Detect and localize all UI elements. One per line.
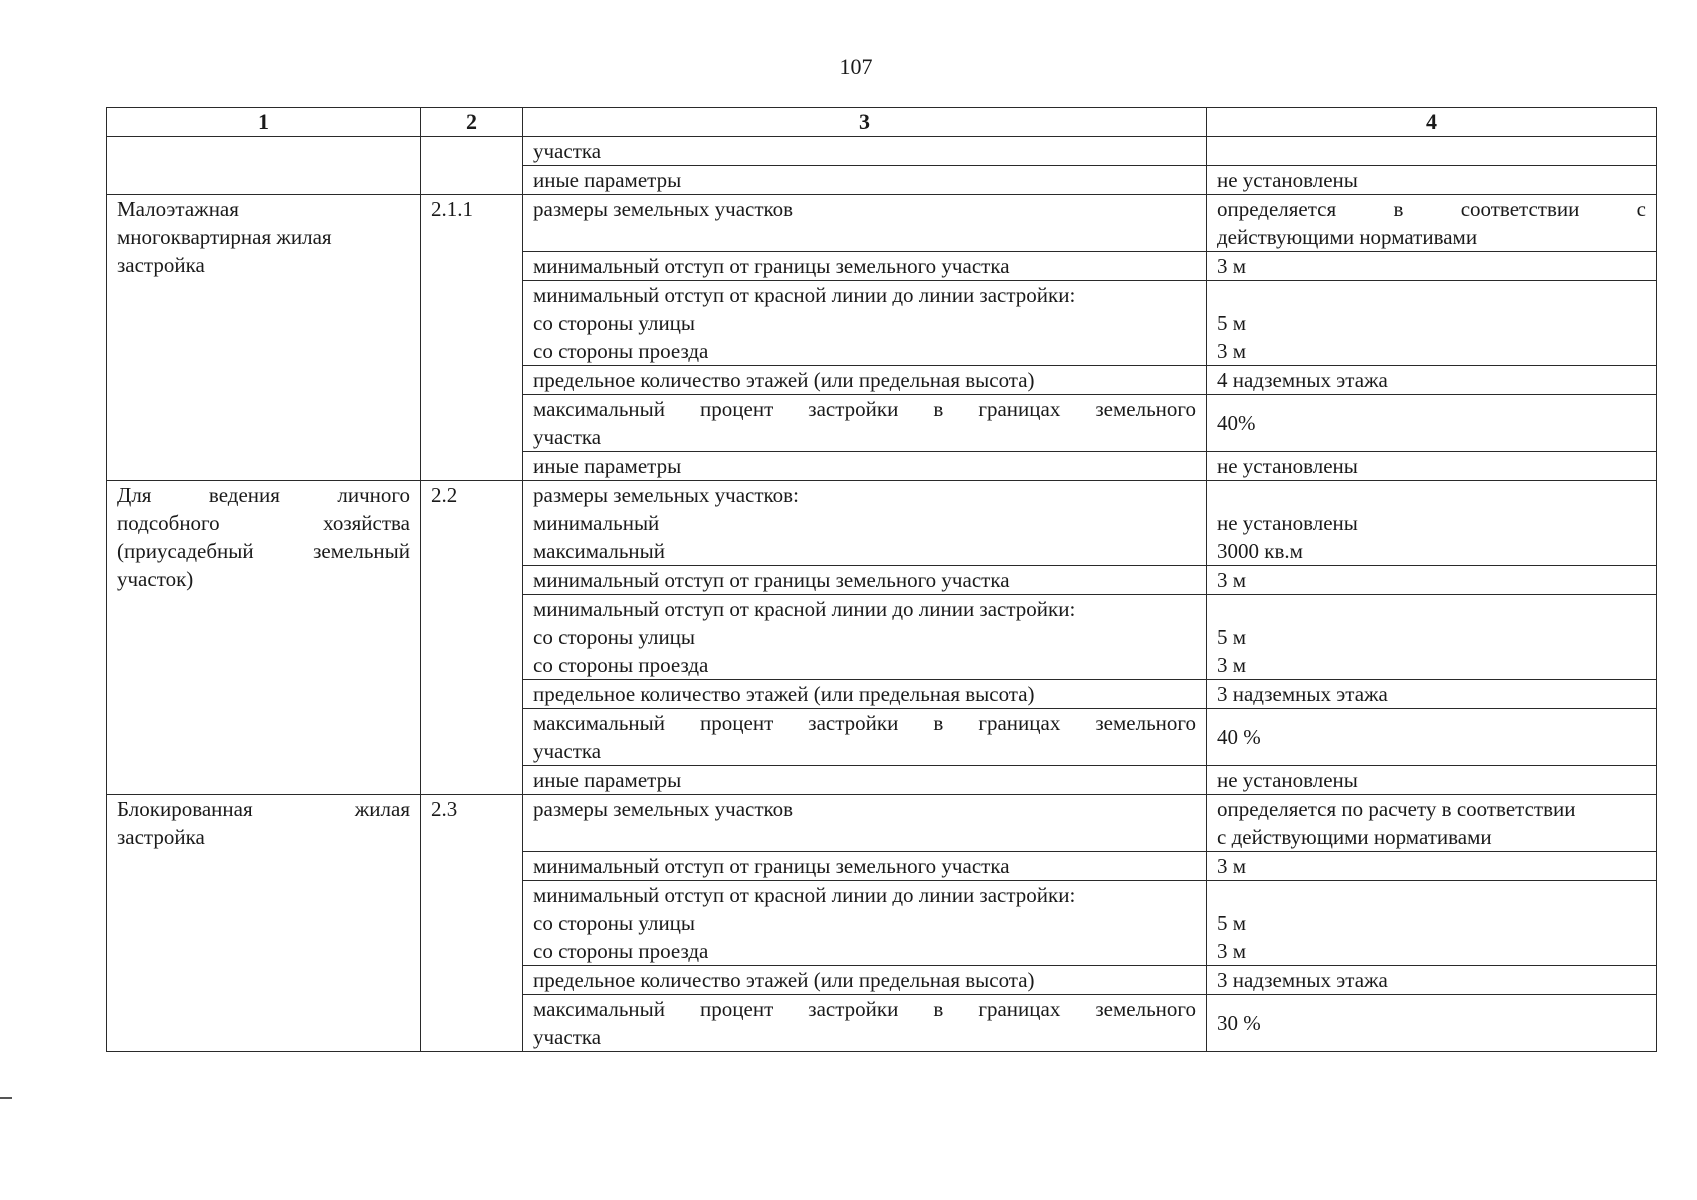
land-use-type-line: (приусадебный земельный	[117, 539, 410, 563]
parameter-cell	[523, 452, 1207, 481]
value-cell	[1207, 995, 1657, 1052]
value-cell	[1207, 795, 1657, 852]
parameter-cell	[523, 366, 1207, 395]
parameter-cell	[523, 995, 1207, 1052]
parameter-line: участка	[533, 739, 602, 763]
value-cell	[1207, 395, 1657, 452]
empty-type-cell	[107, 137, 421, 195]
parameter-line: минимальный отступ от границы земельного участка	[533, 854, 1010, 878]
parameter-line: предельное количество этажей (или предельная высота)	[533, 682, 1035, 706]
value-line: 4 надземных этажа	[1217, 368, 1388, 392]
parameter-line: участка	[533, 1025, 602, 1049]
parameter-line: со стороны проезда	[533, 939, 709, 963]
value-line: не установлены	[1217, 454, 1358, 478]
value-line: 3 м	[1217, 568, 1247, 592]
table-header-row	[107, 108, 1657, 137]
land-use-type-line: многоквартирная жилая	[117, 225, 332, 249]
parameter-line: максимальный процент застройки в границах земельного	[533, 397, 1196, 421]
table-row	[107, 137, 1657, 166]
column-header-3: 3	[523, 108, 1207, 137]
value-line	[1217, 481, 1646, 509]
value-line: 5 м	[1217, 625, 1247, 649]
value-line: 3 м	[1217, 254, 1247, 278]
value-cell: не установлены	[1207, 166, 1657, 195]
classifier-code-cell: 2.2	[421, 481, 523, 795]
value-cell	[1207, 881, 1657, 966]
value-line: не установлены	[1217, 511, 1358, 535]
parameter-line: минимальный отступ от красной линии до линии застройки:	[533, 283, 1076, 307]
value-line: не установлены	[1217, 768, 1358, 792]
margin-mark	[0, 1097, 12, 1099]
parameter-line: предельное количество этажей (или предельная высота)	[533, 368, 1035, 392]
parameter-line: максимальный процент застройки в границах земельного	[533, 711, 1196, 735]
parameter-line: иные параметры	[533, 454, 682, 478]
value-line: 3 м	[1217, 339, 1247, 363]
value-cell	[1207, 709, 1657, 766]
parameter-line: со стороны улицы	[533, 625, 696, 649]
value-line: определяется по расчету в соответствии	[1217, 797, 1576, 821]
value-line: 5 м	[1217, 911, 1247, 935]
parameter-line: минимальный отступ от границы земельного участка	[533, 568, 1010, 592]
table-body	[107, 137, 1657, 1052]
value-line: определяется в соответствии с	[1217, 197, 1646, 221]
parameter-cell	[523, 395, 1207, 452]
value-line: действующими нормативами	[1217, 225, 1478, 249]
value-cell	[1207, 366, 1657, 395]
parameter-line: минимальный	[533, 511, 660, 535]
land-use-type-cell	[107, 481, 421, 795]
value-line: 30 %	[1217, 1011, 1261, 1035]
parameter-cell	[523, 595, 1207, 680]
land-use-type-line: Для ведения личного	[117, 483, 410, 507]
value-line: 40 %	[1217, 725, 1261, 749]
land-use-type-cell	[107, 795, 421, 1052]
value-line	[1217, 595, 1646, 623]
parameter-line: со стороны проезда	[533, 653, 709, 677]
land-use-type-line: Блокированная жилая	[117, 797, 410, 821]
parameter-line: максимальный	[533, 539, 665, 563]
table-row	[107, 795, 1657, 852]
value-cell	[1207, 252, 1657, 281]
value-line: 3 м	[1217, 653, 1247, 677]
parameter-line: минимальный отступ от красной линии до линии застройки:	[533, 597, 1076, 621]
value-cell	[1207, 195, 1657, 252]
value-line: 3 надземных этажа	[1217, 682, 1388, 706]
parameter-cell: участка	[523, 137, 1207, 166]
table-row	[107, 481, 1657, 566]
value-cell	[1207, 852, 1657, 881]
value-cell	[1207, 452, 1657, 481]
classifier-code-cell: 2.1.1	[421, 195, 523, 481]
land-use-type-line: участок)	[117, 567, 194, 591]
parameter-cell	[523, 852, 1207, 881]
land-use-type-line: подсобного хозяйства	[117, 511, 410, 535]
value-line: 3 м	[1217, 854, 1247, 878]
parameter-line: участка	[533, 425, 602, 449]
parameter-cell	[523, 881, 1207, 966]
value-cell	[1207, 966, 1657, 995]
parameter-cell	[523, 481, 1207, 566]
parameter-cell	[523, 766, 1207, 795]
value-line: 3 м	[1217, 939, 1247, 963]
value-cell	[1207, 766, 1657, 795]
classifier-code-cell: 2.3	[421, 795, 523, 1052]
regulations-table	[106, 107, 1657, 1052]
parameter-line: со стороны улицы	[533, 311, 696, 335]
value-cell	[1207, 680, 1657, 709]
parameter-cell	[523, 281, 1207, 366]
parameter-cell: иные параметры	[523, 166, 1207, 195]
table-row	[107, 195, 1657, 252]
value-cell	[1207, 595, 1657, 680]
parameter-cell	[523, 680, 1207, 709]
value-line: 3 надземных этажа	[1217, 968, 1388, 992]
parameter-cell	[523, 252, 1207, 281]
value-line: 5 м	[1217, 311, 1247, 335]
value-line: 3000 кв.м	[1217, 539, 1303, 563]
column-header-2: 2	[421, 108, 523, 137]
page-number: 107	[839, 54, 873, 79]
value-line: с действующими нормативами	[1217, 825, 1492, 849]
land-use-type-line: застройка	[117, 825, 205, 849]
parameter-cell	[523, 966, 1207, 995]
parameter-cell	[523, 795, 1207, 852]
value-line	[1217, 281, 1646, 309]
value-line	[1217, 881, 1646, 909]
land-use-type-line: застройка	[117, 253, 205, 277]
value-cell	[1207, 566, 1657, 595]
parameter-line: минимальный отступ от границы земельного участка	[533, 254, 1010, 278]
parameter-line: предельное количество этажей (или предельная высота)	[533, 968, 1035, 992]
parameter-line: со стороны проезда	[533, 339, 709, 363]
parameter-line: размеры земельных участков:	[533, 483, 799, 507]
column-header-1: 1	[107, 108, 421, 137]
empty-code-cell	[421, 137, 523, 195]
column-header-4: 4	[1207, 108, 1657, 137]
parameter-cell	[523, 566, 1207, 595]
parameter-line: максимальный процент застройки в границах земельного	[533, 997, 1196, 1021]
value-cell	[1207, 137, 1657, 166]
value-line: 40%	[1217, 411, 1256, 435]
parameter-cell	[523, 195, 1207, 252]
parameter-line: иные параметры	[533, 768, 682, 792]
land-use-type-cell	[107, 195, 421, 481]
parameter-line: размеры земельных участков	[533, 197, 794, 221]
parameter-line: размеры земельных участков	[533, 797, 794, 821]
value-cell	[1207, 481, 1657, 566]
land-use-type-line: Малоэтажная	[117, 197, 239, 221]
parameter-line: со стороны улицы	[533, 911, 696, 935]
value-cell	[1207, 281, 1657, 366]
parameter-cell	[523, 709, 1207, 766]
parameter-line: минимальный отступ от красной линии до линии застройки:	[533, 883, 1076, 907]
